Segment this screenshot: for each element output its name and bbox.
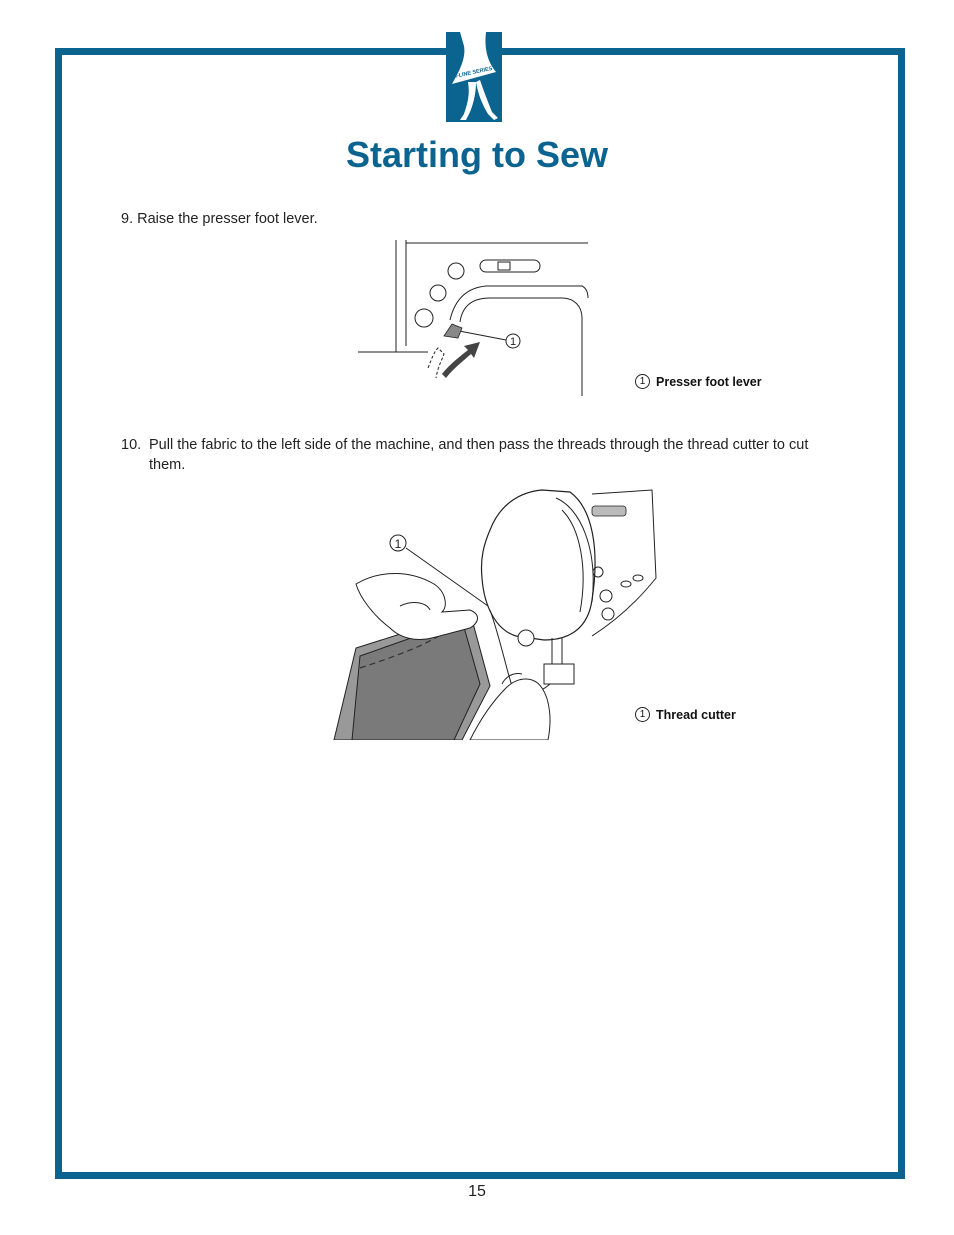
step-number: 9.: [121, 211, 134, 227]
dancer-silhouette-icon: [446, 32, 502, 122]
legend-presser-foot-lever: [635, 374, 762, 389]
thread-cutter-illustration: [330, 488, 660, 740]
callout-number: 1: [509, 336, 517, 348]
step-number: 10.: [121, 437, 142, 453]
legend-label: Presser foot lever: [656, 374, 762, 389]
legend-number: 1: [635, 707, 650, 722]
callout-number: 1: [394, 537, 402, 551]
legend-thread-cutter: [635, 707, 736, 722]
presser-foot-lever-illustration: [358, 238, 598, 400]
a-line-series-logo: [446, 32, 502, 122]
legend-label: Thread cutter: [656, 707, 736, 722]
step-text: Pull the fabric to the left side of the machine, and then pass the threads through the thread cutter to cut them.: [149, 437, 809, 473]
page-title: Starting to Sew: [345, 134, 609, 175]
page-number: 15: [468, 1183, 486, 1200]
logo-text: A-LINE SERIES: [452, 65, 494, 81]
step-9: [121, 211, 318, 227]
step-10: [121, 435, 841, 475]
legend-number: 1: [635, 374, 650, 389]
step-text: Raise the presser foot lever.: [137, 211, 318, 227]
